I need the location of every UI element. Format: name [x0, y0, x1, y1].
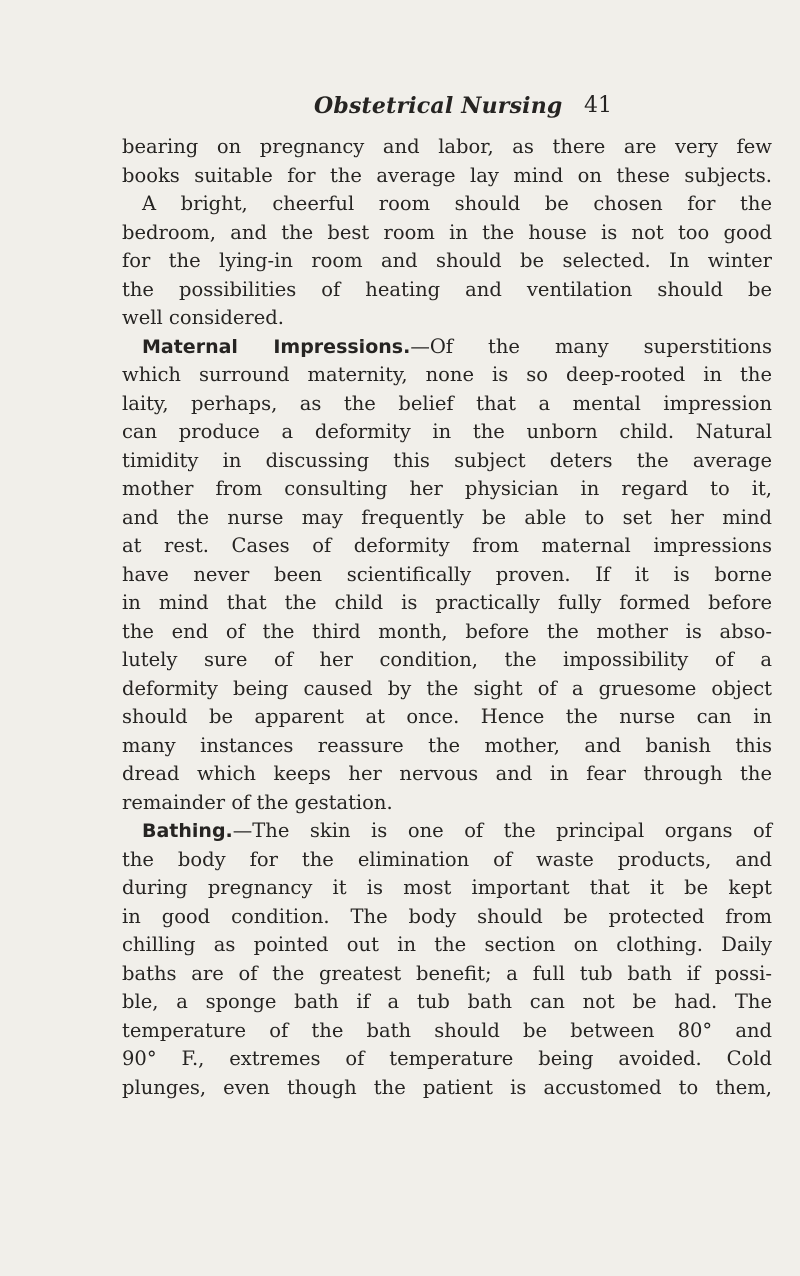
line-text: —Of the many superstitions: [410, 334, 772, 358]
text-line: [122, 846, 772, 875]
text-line: [122, 304, 772, 333]
text-line: [122, 532, 772, 561]
text-line: [122, 703, 772, 732]
text-line: [122, 1074, 772, 1103]
text-line: [122, 447, 772, 476]
line-text: timidity in discussing this subject deters the average: [122, 448, 772, 472]
line-text: remainder of the gestation.: [122, 790, 393, 814]
text-line: [122, 675, 772, 704]
text-line: [122, 874, 772, 903]
body-text: [122, 133, 772, 1102]
text-line: [122, 732, 772, 761]
side-heading: Bathing.: [142, 820, 233, 842]
text-line: [122, 618, 772, 647]
text-line: [122, 1017, 772, 1046]
line-text: chilling as pointed out in the section on clothing. Daily: [122, 933, 772, 956]
line-text: have never been scientifically proven. If it is borne: [122, 562, 772, 586]
line-text: should be apparent at once. Hence the nurse can in: [122, 705, 772, 728]
line-text: plunges, even though the patient is accustomed to them,: [122, 1075, 772, 1099]
line-text: bedroom, and the best room in the house is not too good: [122, 220, 772, 244]
line-text: books suitable for the average lay mind on these subjects.: [122, 163, 772, 187]
text-line: [122, 931, 772, 960]
line-text: laity, perhaps, as the belief that a mental impression: [122, 391, 772, 415]
text-line: [122, 133, 772, 162]
line-text: the end of the third month, before the mother is abso-: [122, 619, 772, 643]
text-line: [122, 817, 772, 846]
page-number: 41: [584, 93, 612, 118]
line-text: dread which keeps her nervous and in fear through the: [122, 762, 772, 785]
text-line: [122, 646, 772, 675]
line-text: in good condition. The body should be protected from: [122, 904, 772, 928]
line-text: in mind that the child is practically fully formed before: [122, 591, 772, 614]
line-text: mother from consulting her physician in regard to it,: [122, 477, 772, 500]
line-text: the possibilities of heating and ventilation should be: [122, 277, 772, 301]
side-heading: Maternal Impressions.: [142, 335, 411, 358]
line-text: baths are of the greatest benefit; a full tub bath if possi-: [122, 961, 772, 985]
text-line: [122, 589, 772, 618]
text-line: [122, 247, 772, 276]
line-text: many instances reassure the mother, and banish this: [122, 733, 772, 757]
line-text: 90° F., extremes of temperature being avoided. Cold: [122, 1047, 772, 1070]
line-text: and the nurse may frequently be able to set her mind: [122, 505, 772, 529]
running-title: Obstetrical Nursing: [314, 93, 563, 119]
line-text: at rest. Cases of deformity from maternal impressions: [122, 534, 772, 557]
text-line: [122, 760, 772, 789]
text-line: [122, 960, 772, 989]
line-text: —The skin is one of the principal organs of: [232, 819, 772, 842]
text-line: [122, 504, 772, 533]
text-line: [122, 333, 772, 362]
line-text: the body for the elimination of waste products, and: [122, 847, 772, 871]
text-line: [122, 1045, 772, 1074]
line-text: for the lying-in room and should be selected. In winter: [122, 249, 772, 272]
text-line: [122, 162, 772, 191]
text-line: [122, 418, 772, 447]
text-line: [122, 361, 772, 390]
text-line: [122, 390, 772, 419]
line-text: lutely sure of her condition, the impossibility of a: [122, 648, 772, 671]
line-text: A bright, cheerful room should be chosen for the: [142, 192, 772, 215]
line-text: which surround maternity, none is so deep-rooted in the: [122, 363, 772, 386]
line-text: bearing on pregnancy and labor, as there are very few: [122, 135, 772, 158]
text-line: [122, 219, 772, 248]
line-text: well considered.: [122, 306, 284, 329]
text-line: [122, 190, 772, 219]
line-text: deformity being caused by the sight of a gruesome object: [122, 676, 772, 700]
text-line: [122, 903, 772, 932]
text-line: [122, 276, 772, 305]
line-text: ble, a sponge bath if a tub bath can not be had. The: [122, 990, 772, 1013]
line-text: temperature of the bath should be between 80° and: [122, 1018, 772, 1042]
text-line: [122, 475, 772, 504]
text-line: [122, 561, 772, 590]
line-text: during pregnancy it is most important that it be kept: [122, 876, 772, 899]
running-head: [252, 88, 772, 124]
text-line: [122, 988, 772, 1017]
line-text: can produce a deformity in the unborn child. Natural: [122, 420, 772, 443]
text-line: [122, 789, 772, 818]
